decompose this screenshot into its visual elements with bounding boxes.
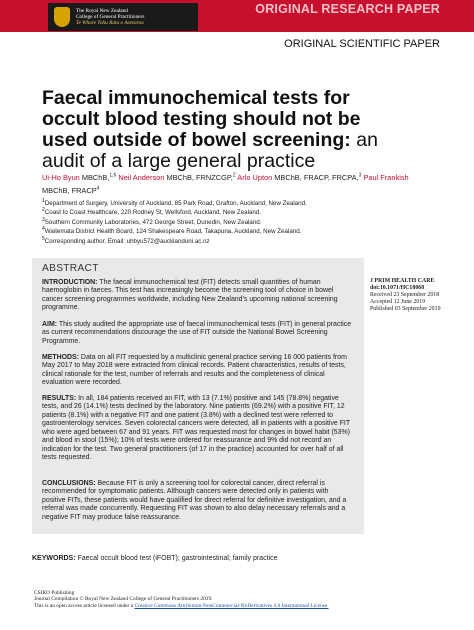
affiliation-item: $^4$Waitemata District Health Board, 124 Shakespeare Road, Takapuna, Auckland, New Zealand. — [42, 226, 302, 236]
journal-info — [370, 278, 470, 313]
author — [237, 173, 363, 182]
author-list — [42, 171, 422, 197]
abstract-heading: ABSTRACT — [42, 263, 99, 274]
author-credentials: MBChB, FRACP — [42, 186, 97, 196]
publisher: CSIRO Publishing — [34, 590, 75, 596]
open-access-notice: This is an open access article licensed under a Creative Commons Attribution-NonCommercial-NoDerivatives 4.0 International License. — [34, 602, 329, 609]
affiliation-item: $^2$Coast to Coast Healthcare, 220 Rodney St, Wellsford, Auckland, New Zealand. — [42, 207, 261, 217]
author-name[interactable]: Arlo Upton — [237, 173, 273, 183]
journal-name: J PRIM HEALTH CARE — [370, 278, 435, 284]
author-name[interactable]: Neil Anderson — [118, 173, 165, 183]
received-date: Received 23 September 2018 — [370, 292, 440, 299]
abstract-aim: AIM: This study audited the appropriate use of faecal immunochemical tests (FIT) in general practice as current recommendations discourage the use of FIT outside the National Bowel Screening Programme. — [42, 321, 352, 345]
author-credentials: MBChB, FRACP, FRCPA, — [272, 173, 359, 183]
author-affiliation-mark: 2 — [232, 173, 236, 179]
author-credentials: MBChB, — [79, 173, 110, 183]
title-main: Faecal immunochemical tests for occult blood testing should not be used outside of bowel screening: — [42, 87, 361, 151]
published-date: Published 03 September 2019 — [370, 306, 441, 313]
license-link[interactable]: Creative Commons Attribution-NonCommercial-NoDerivatives 4.0 International License. — [134, 602, 329, 609]
keywords: KEYWORDS: Faecal occult blood test (iFOBT); gastrointestinal; family practice — [32, 555, 278, 562]
title-subtitle: an audit of a large general practice — [42, 129, 378, 172]
author — [118, 173, 237, 182]
author-affiliation-mark: 3 — [358, 173, 362, 179]
original-research-banner: ORIGINAL RESEARCH PAPER — [255, 2, 440, 16]
abstract-introduction: INTRODUCTION: The faecal immunochemical test (FIT) detects small quantities of human haemoglobin in faeces. This test has increasingly become the screening tool of choice in bowel cancer screening programmes worldwide, including New Zealand’s upcoming national screening programme. — [42, 279, 338, 312]
abstract-results: RESULTS: In all, 184 patients received an FIT, with 13 (7.1%) positive and 145 (78.8%) negative tests, and 26 (14.1%) tests declined by the laboratory. Nine patients (69.2%) with a positive FIT, 12 patients (8.1%) with a negative FIT and one patient (3.8%) with a declined test were referred to gastroenterology services. Seven colorectal cancers were detected, all in patients with a positive FIT who were aged between 67 and 91 years. FIT was requested most for changes in bowel habit (53%) and blood in stool (15%); 10% of tests were ordered for reassurance and 9% did not record an indication for the test. Two general practitioners (of 17 in the practice) accounted for over half of all tests requested. — [42, 395, 350, 462]
college-logo — [48, 3, 198, 31]
author-affiliation-mark: 4 — [96, 185, 100, 192]
logo-line-2: College of General Practitioners — [76, 14, 145, 20]
journal-compilation: Journal Compilation © Royal New Zealand College of General Practitioners 2019. — [34, 596, 213, 603]
abstract-methods: METHODS: Data on all FIT requested by a multiclinic general practice serving 16 000 patients from May 2017 to May 2018 were extracted from clinical records. Patient characteristics, results of tests, clinical rationale for the test, number of referrals and results and the completeness of clinical evaluation were recorded. — [42, 354, 347, 387]
author-affiliation-mark: 1,6 — [109, 173, 117, 179]
article-title — [42, 88, 402, 172]
abstract-conclusions: CONCLUSIONS: Because FIT is only a screening tool for colorectal cancer, direct referral is recommended for symptomatic patients. Although cancers were detected only in patients with positive FITs, these patients would have qualified for direct referral for definitive investigation, and a referral was made concurrently. Requesting FIT was shown to also delay necessary referrals and a negative FIT may produce false reassurance. — [42, 480, 347, 521]
logo-text — [76, 8, 144, 26]
accepted-date: Accepted 12 June 2019 — [370, 299, 426, 306]
logo-line-1: The Royal New Zealand — [76, 8, 128, 14]
abstract-box — [32, 258, 364, 534]
author-credentials: MBChB, FRNZCGP, — [164, 173, 233, 183]
affiliations — [42, 198, 342, 245]
author-name[interactable]: Ui-Ho Byun — [42, 173, 80, 183]
corresponding-author[interactable]: $^5$Corresponding author. Email: uhbyu572@aucklanduni.ac.nz — [42, 235, 210, 245]
affiliation-item: $^3$Southern Community Laboratories, 472 George Street, Dunedin, New Zealand. — [42, 216, 262, 226]
author — [42, 173, 118, 182]
section-label: ORIGINAL SCIENTIFIC PAPER — [284, 38, 440, 50]
footer — [34, 590, 444, 609]
logo-motto: Te Whare Tohu Rata o Aotearoa — [76, 20, 144, 26]
doi[interactable]: doi:10.1071/HC18068 — [370, 285, 425, 292]
author-name[interactable]: Paul Frankish — [363, 173, 409, 183]
affiliation-item: $^1$Department of Surgery, University of Auckland, 85 Park Road, Grafton, Auckland, New Zealand. — [42, 198, 307, 208]
crest-icon — [54, 7, 70, 27]
